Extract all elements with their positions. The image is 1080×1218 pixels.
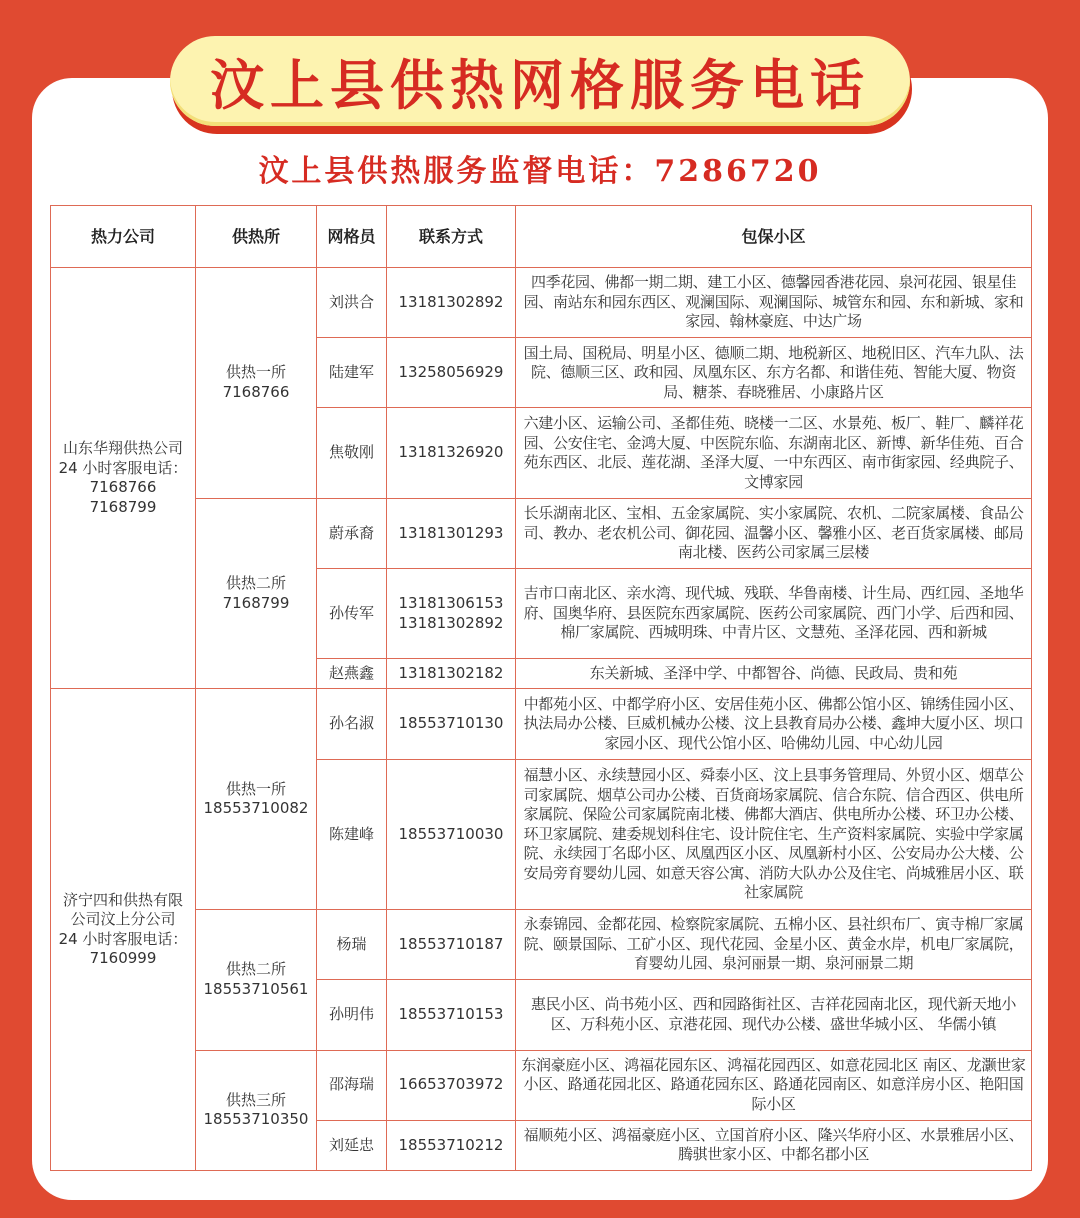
staff-phone-cell bbox=[387, 759, 516, 910]
table-header-row bbox=[51, 206, 1032, 268]
station-name: 供热二所 bbox=[225, 574, 286, 593]
staff-phone: 13181306153 bbox=[398, 594, 504, 613]
staff-phone: 18553710130 bbox=[398, 714, 504, 733]
covered-areas: 四季花园、佛都一期二期、建工小区、德馨园香港花园、泉河花园、银星佳园、南站东和园东西区、观澜国际、观澜国际、城管东和园、东和新城、家和家园、翰林豪庭、中达广场 bbox=[516, 268, 1032, 338]
table-row bbox=[51, 689, 1032, 759]
covered-areas: 东关新城、圣泽中学、中都智谷、尚德、民政局、贵和苑 bbox=[516, 659, 1032, 689]
company-name-line: 山东华翔供热公司 bbox=[62, 439, 183, 458]
staff-name: 刘延忠 bbox=[317, 1120, 387, 1170]
staff-phone: 18553710153 bbox=[398, 1005, 504, 1024]
header-company: 热力公司 bbox=[51, 206, 196, 268]
station-phone: 18553710350 bbox=[203, 1110, 309, 1129]
header-station: 供热所 bbox=[196, 206, 317, 268]
covered-areas: 六建小区、运输公司、圣都佳苑、晓楼一二区、水景苑、板厂、鞋厂、麟祥花园、公安住宅、金鸿大厦、中医院东临、东湖南北区、新博、新华佳苑、百合苑东西区、北辰、莲花湖、圣泽大厦、一中东西区、南市街家园、经典院子、文博家园 bbox=[516, 408, 1032, 498]
staff-phone-cell bbox=[387, 910, 516, 980]
staff-phone-cell bbox=[387, 408, 516, 498]
company-cell bbox=[51, 689, 196, 1171]
covered-areas: 长乐湖南北区、宝相、五金家属院、实小家属院、农机、二院家属楼、食品公司、教办、老农机公司、御花园、温馨小区、馨雅小区、老百货家属楼、邮局南北楼、医药公司家属三层楼 bbox=[516, 498, 1032, 568]
staff-phone-cell bbox=[387, 1120, 516, 1170]
company-name-line: 公司汶上分公司 bbox=[70, 910, 176, 929]
staff-name: 孙传军 bbox=[317, 568, 387, 658]
staff-phone-cell bbox=[387, 689, 516, 759]
station-cell bbox=[196, 268, 317, 499]
station-phone: 18553710561 bbox=[203, 979, 309, 998]
staff-phone-cell bbox=[387, 338, 516, 408]
covered-areas: 惠民小区、尚书苑小区、西和园路街社区、吉祥花园南北区，现代新天地小区、万科苑小区、京港花园、现代办公楼、盛世华城小区、 华儒小镇 bbox=[516, 980, 1032, 1050]
staff-phone-cell bbox=[387, 980, 516, 1050]
title-banner bbox=[170, 36, 910, 126]
covered-areas: 中都苑小区、中都学府小区、安居佳苑小区、佛都公馆小区、锦绣佳园小区、执法局办公楼、巨威机械办公楼、汶上县教育局办公楼、鑫坤大厦小区、坝口家园小区、现代公馆小区、哈佛幼儿园、中心幼儿园 bbox=[516, 689, 1032, 759]
staff-name: 孙名淑 bbox=[317, 689, 387, 759]
staff-phone-cell bbox=[387, 1050, 516, 1120]
staff-phone-cell bbox=[387, 498, 516, 568]
supervision-hotline: 汶上县供热服务监督电话：7286720 bbox=[258, 154, 822, 189]
station-name: 供热一所 bbox=[225, 363, 286, 382]
staff-name: 陈建峰 bbox=[317, 759, 387, 910]
company-name-line: 24 小时客服电话： bbox=[58, 458, 188, 477]
covered-areas: 福慧小区、永续慧园小区、舜泰小区、汶上县事务管理局、外贸小区、烟草公司家属院、烟草公司办公楼、百货商场家属院、信合东院、信合西区、供电所家属院、保险公司家属院南北楼、佛都大酒店、供电所办公楼、环卫办公楼、环卫家属院、建委规划科住宅、设计院住宅、生产资料家属院、实验中学家属院、永续园丁名邸小区、凤凰西区小区、凤凰新村小区、公安局办公大楼、公安局旁育婴幼儿园、如意天容公寓、消防大队办公及住宅、尚城雅居小区、联社家属院 bbox=[516, 759, 1032, 910]
company-name-line: 济宁四和供热有限 bbox=[62, 890, 183, 909]
header-areas: 包保小区 bbox=[516, 206, 1032, 268]
staff-phone: 13181302182 bbox=[398, 664, 504, 683]
staff-name: 陆建军 bbox=[317, 338, 387, 408]
service-table bbox=[50, 205, 1032, 1171]
header-contact: 联系方式 bbox=[387, 206, 516, 268]
station-cell bbox=[196, 1050, 317, 1171]
company-name-line: 7160999 bbox=[89, 949, 157, 968]
station-cell bbox=[196, 910, 317, 1050]
staff-phone: 13258056929 bbox=[398, 363, 504, 382]
covered-areas: 福顺苑小区、鸿福豪庭小区、立国首府小区、隆兴华府小区、水景雅居小区、腾骐世家小区、中都名郡小区 bbox=[516, 1120, 1032, 1170]
covered-areas: 吉市口南北区、亲水湾、现代城、残联、华鲁南楼、计生局、西红园、圣地华府、国奥华府、县医院东西家属院、医药公司家属院、西门小学、后西和园、棉厂家属院、西城明珠、中青片区、文慧苑、圣泽花园、西和新城 bbox=[516, 568, 1032, 658]
header-staff: 网格员 bbox=[317, 206, 387, 268]
staff-phone: 13181301293 bbox=[398, 523, 504, 542]
company-name-line: 7168799 bbox=[89, 497, 157, 516]
table-row bbox=[51, 498, 1032, 568]
staff-phone: 13181326920 bbox=[398, 443, 504, 462]
table-row bbox=[51, 910, 1032, 980]
staff-name: 蔚承裔 bbox=[317, 498, 387, 568]
station-name: 供热二所 bbox=[225, 960, 286, 979]
staff-name: 焦敬刚 bbox=[317, 408, 387, 498]
station-cell bbox=[196, 498, 317, 689]
covered-areas: 永泰锦园、金都花园、检察院家属院、五棉小区、县社织布厂、寅寺棉厂家属院、颐景国际、工矿小区、现代花园、金星小区、黄金水岸，机电厂家属院，育婴幼儿园、泉河丽景一期、泉河丽景二期 bbox=[516, 910, 1032, 980]
staff-phone: 13181302892 bbox=[398, 292, 504, 311]
staff-name: 刘洪合 bbox=[317, 268, 387, 338]
station-cell bbox=[196, 689, 317, 910]
station-phone: 18553710082 bbox=[203, 799, 309, 818]
table-row bbox=[51, 268, 1032, 338]
page-title: 汶上县供热网格服务电话 bbox=[210, 52, 870, 117]
staff-phone-cell bbox=[387, 659, 516, 689]
staff-phone-cell bbox=[387, 268, 516, 338]
company-name-line: 24 小时客服电话： bbox=[58, 929, 188, 948]
station-name: 供热一所 bbox=[225, 779, 286, 798]
company-cell bbox=[51, 268, 196, 689]
station-phone: 7168799 bbox=[222, 593, 290, 612]
staff-phone-cell bbox=[387, 568, 516, 658]
station-phone: 7168766 bbox=[222, 382, 290, 401]
station-name: 供热三所 bbox=[225, 1090, 286, 1109]
staff-name: 邵海瑞 bbox=[317, 1050, 387, 1120]
staff-name: 赵燕鑫 bbox=[317, 659, 387, 689]
staff-phone: 18553710212 bbox=[398, 1135, 504, 1154]
covered-areas: 国土局、国税局、明星小区、德顺二期、地税新区、地税旧区、汽车九队、法院、德顺三区、政和园、凤凰东区、东方名都、和谐佳苑、智能大厦、物资局、糖茶、春晓雅居、小康路片区 bbox=[516, 338, 1032, 408]
staff-phone: 18553710030 bbox=[398, 824, 504, 843]
staff-phone: 16653703972 bbox=[398, 1075, 504, 1094]
company-name-line: 7168766 bbox=[89, 478, 157, 497]
staff-name: 孙明伟 bbox=[317, 980, 387, 1050]
staff-phone: 13181302892 bbox=[398, 613, 504, 632]
covered-areas: 东润豪庭小区、鸿福花园东区、鸿福花园西区、如意花园北区 南区、龙灏世家小区、路通花园北区、路通花园东区、路通花园南区、如意洋房小区、艳阳国际小区 bbox=[516, 1050, 1032, 1120]
staff-phone: 18553710187 bbox=[398, 934, 504, 953]
table-row bbox=[51, 1050, 1032, 1120]
staff-name: 杨瑞 bbox=[317, 910, 387, 980]
